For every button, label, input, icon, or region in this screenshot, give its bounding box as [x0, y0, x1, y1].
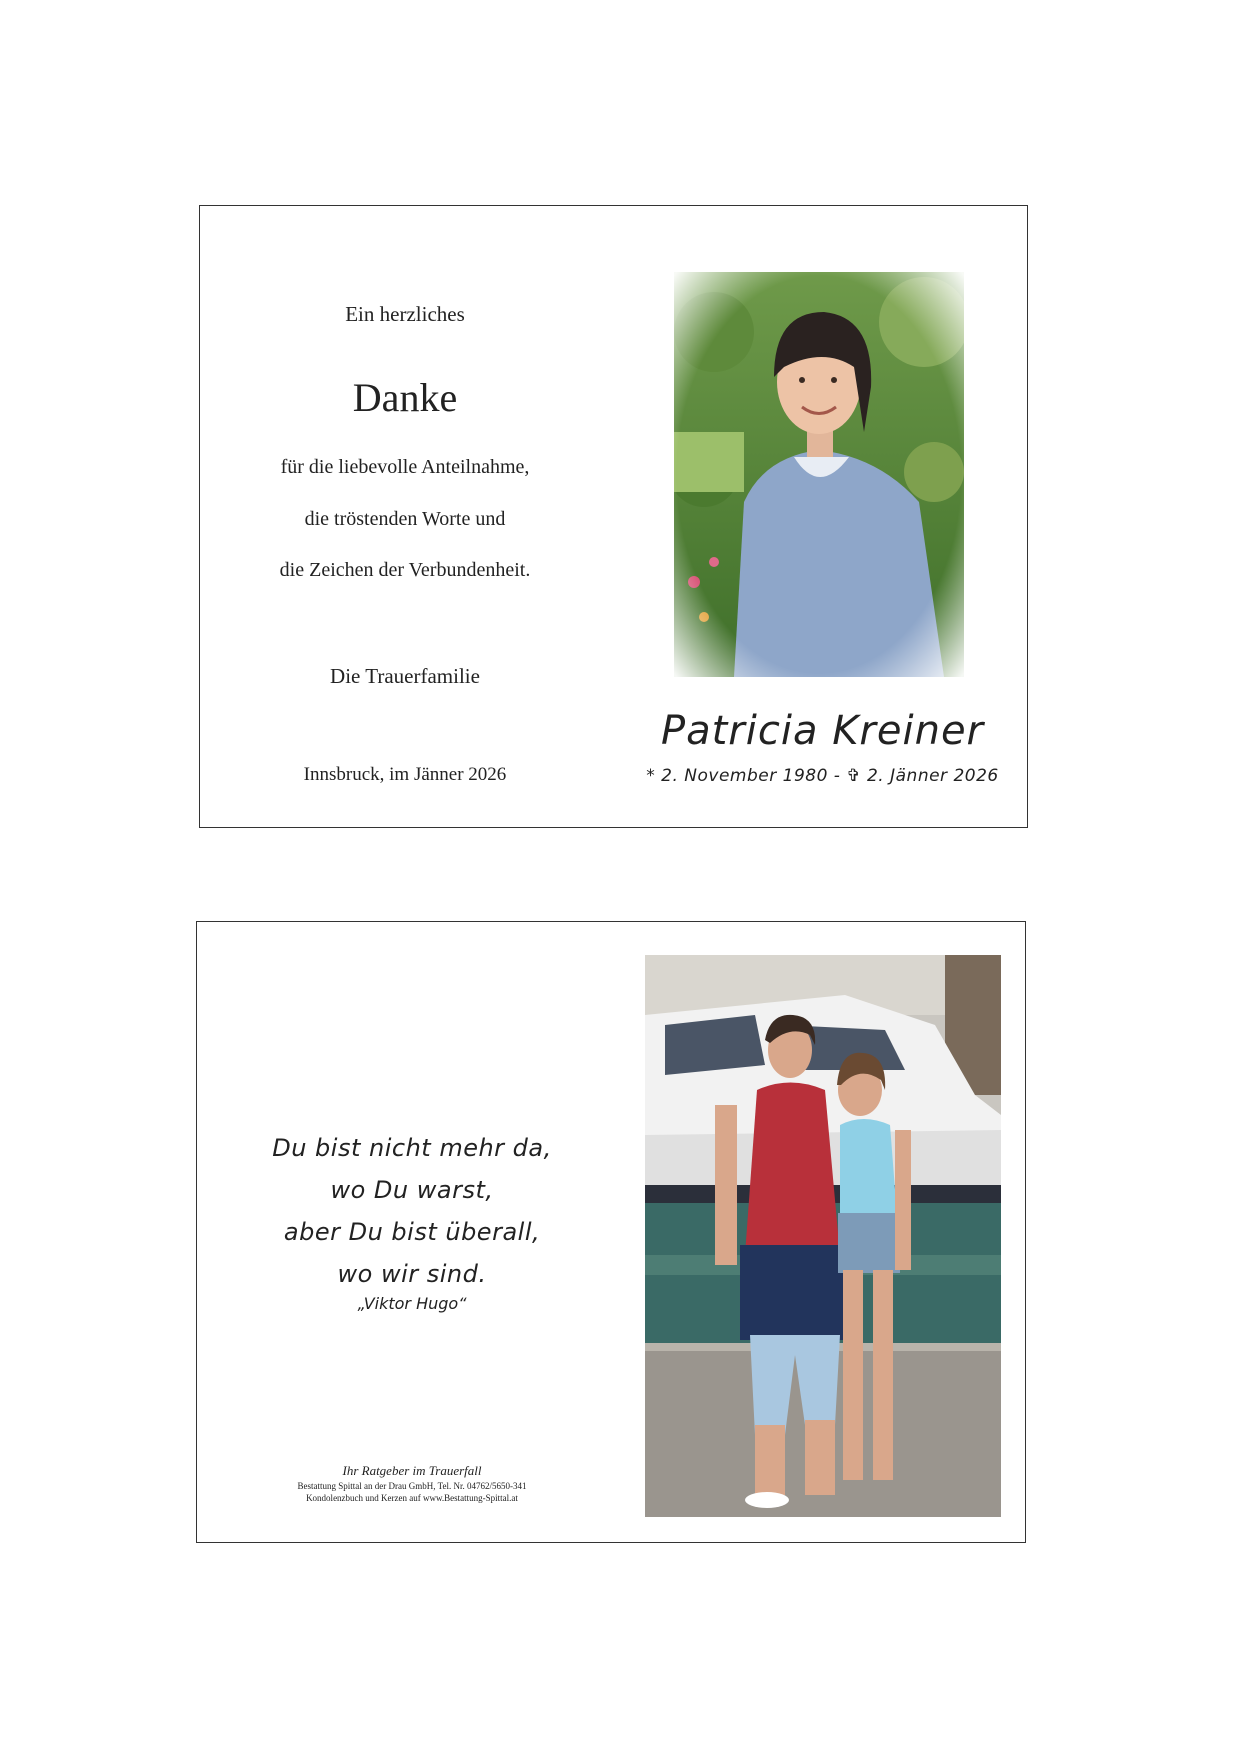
- signature-text: Die Trauerfamilie: [330, 664, 480, 688]
- memory-photo: [645, 955, 1001, 1517]
- quote-line-4: wo wir sind.: [337, 1260, 487, 1288]
- thanks-line-2: die tröstenden Worte und: [304, 508, 506, 530]
- quote-line-1: Du bist nicht mehr da,: [272, 1134, 552, 1162]
- portrait-photo: [674, 272, 964, 677]
- life-dates: * 2. November 1980 - ✞ 2. Jänner 2026: [646, 766, 999, 786]
- deceased-name: Patricia Kreiner: [660, 708, 984, 754]
- thanks-line-1: für die liebevolle Anteilnahme,: [280, 456, 530, 478]
- back-card: [196, 921, 1026, 1543]
- quote-line-3: aber Du bist überall,: [283, 1218, 541, 1246]
- place-date-text: Innsbruck, im Jänner 2026: [303, 764, 507, 785]
- quote-block: [237, 1127, 587, 1295]
- greeting-text: Ein herzliches: [345, 302, 465, 326]
- footer-title: Ihr Ratgeber im Trauerfall: [342, 1463, 482, 1478]
- quote-line-2: wo Du warst,: [330, 1176, 494, 1204]
- quote-author: „Viktor Hugo“: [357, 1294, 467, 1313]
- front-card: [199, 205, 1028, 828]
- funeral-home-footer: [237, 1462, 587, 1504]
- footer-line-2: Kondolenzbuch und Kerzen auf www.Bestattung-Spittal.at: [306, 1493, 518, 1503]
- footer-line-1: Bestattung Spittal an der Drau GmbH, Tel. Nr. 04762/5650-341: [297, 1481, 527, 1491]
- thanks-line-3: die Zeichen der Verbundenheit.: [279, 559, 531, 581]
- danke-heading: Danke: [352, 375, 458, 420]
